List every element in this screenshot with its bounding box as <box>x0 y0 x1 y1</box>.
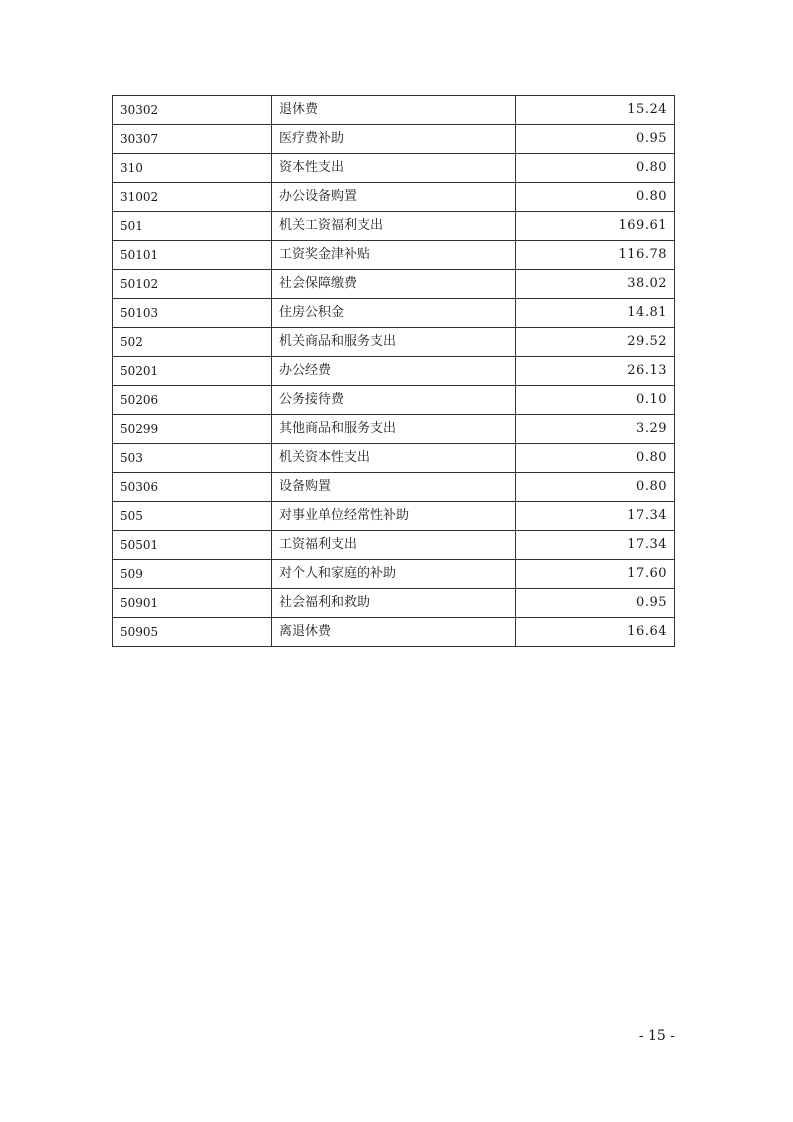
amount-cell: 0.95 <box>516 589 675 618</box>
amount-cell: 15.24 <box>516 96 675 125</box>
name-cell: 对个人和家庭的补助 <box>272 560 516 589</box>
amount-cell: 0.80 <box>516 444 675 473</box>
table-row <box>113 415 675 444</box>
name-cell: 社会保障缴费 <box>272 270 516 299</box>
amount-cell: 0.10 <box>516 386 675 415</box>
table-row <box>113 241 675 270</box>
table-row <box>113 618 675 647</box>
code-cell: 505 <box>113 502 272 531</box>
name-cell: 资本性支出 <box>272 154 516 183</box>
code-cell: 503 <box>113 444 272 473</box>
name-cell: 工资奖金津补贴 <box>272 241 516 270</box>
code-cell: 50901 <box>113 589 272 618</box>
amount-cell: 0.80 <box>516 473 675 502</box>
table-row <box>113 125 675 154</box>
table-row <box>113 473 675 502</box>
table-row <box>113 589 675 618</box>
table-row <box>113 531 675 560</box>
name-cell: 住房公积金 <box>272 299 516 328</box>
name-cell: 对事业单位经常性补助 <box>272 502 516 531</box>
table-row <box>113 328 675 357</box>
name-cell: 机关资本性支出 <box>272 444 516 473</box>
code-cell: 50101 <box>113 241 272 270</box>
code-cell: 509 <box>113 560 272 589</box>
code-cell: 50201 <box>113 357 272 386</box>
amount-cell: 169.61 <box>516 212 675 241</box>
amount-cell: 29.52 <box>516 328 675 357</box>
name-cell: 其他商品和服务支出 <box>272 415 516 444</box>
amount-cell: 16.64 <box>516 618 675 647</box>
amount-cell: 38.02 <box>516 270 675 299</box>
table-row <box>113 444 675 473</box>
code-cell: 50206 <box>113 386 272 415</box>
code-cell: 50306 <box>113 473 272 502</box>
table-row <box>113 212 675 241</box>
table-row <box>113 299 675 328</box>
name-cell: 公务接待费 <box>272 386 516 415</box>
name-cell: 设备购置 <box>272 473 516 502</box>
amount-cell: 0.95 <box>516 125 675 154</box>
name-cell: 工资福利支出 <box>272 531 516 560</box>
name-cell: 医疗费补助 <box>272 125 516 154</box>
code-cell: 50102 <box>113 270 272 299</box>
table-row <box>113 183 675 212</box>
amount-cell: 0.80 <box>516 183 675 212</box>
amount-cell: 26.13 <box>516 357 675 386</box>
amount-cell: 17.34 <box>516 531 675 560</box>
table-row <box>113 502 675 531</box>
amount-cell: 17.34 <box>516 502 675 531</box>
table-row <box>113 270 675 299</box>
page-number: - 15 - <box>638 1028 675 1044</box>
amount-cell: 116.78 <box>516 241 675 270</box>
table-body <box>113 96 675 647</box>
code-cell: 502 <box>113 328 272 357</box>
name-cell: 机关商品和服务支出 <box>272 328 516 357</box>
name-cell: 社会福利和救助 <box>272 589 516 618</box>
amount-cell: 0.80 <box>516 154 675 183</box>
code-cell: 50103 <box>113 299 272 328</box>
amount-cell: 14.81 <box>516 299 675 328</box>
table-row <box>113 357 675 386</box>
amount-cell: 17.60 <box>516 560 675 589</box>
name-cell: 离退休费 <box>272 618 516 647</box>
table-row <box>113 154 675 183</box>
code-cell: 50501 <box>113 531 272 560</box>
code-cell: 50299 <box>113 415 272 444</box>
table-row <box>113 386 675 415</box>
name-cell: 机关工资福利支出 <box>272 212 516 241</box>
name-cell: 办公设备购置 <box>272 183 516 212</box>
code-cell: 501 <box>113 212 272 241</box>
amount-cell: 3.29 <box>516 415 675 444</box>
code-cell: 30307 <box>113 125 272 154</box>
table-row <box>113 560 675 589</box>
code-cell: 310 <box>113 154 272 183</box>
name-cell: 办公经费 <box>272 357 516 386</box>
table-row <box>113 96 675 125</box>
name-cell: 退休费 <box>272 96 516 125</box>
budget-table <box>112 95 675 647</box>
code-cell: 31002 <box>113 183 272 212</box>
code-cell: 30302 <box>113 96 272 125</box>
code-cell: 50905 <box>113 618 272 647</box>
